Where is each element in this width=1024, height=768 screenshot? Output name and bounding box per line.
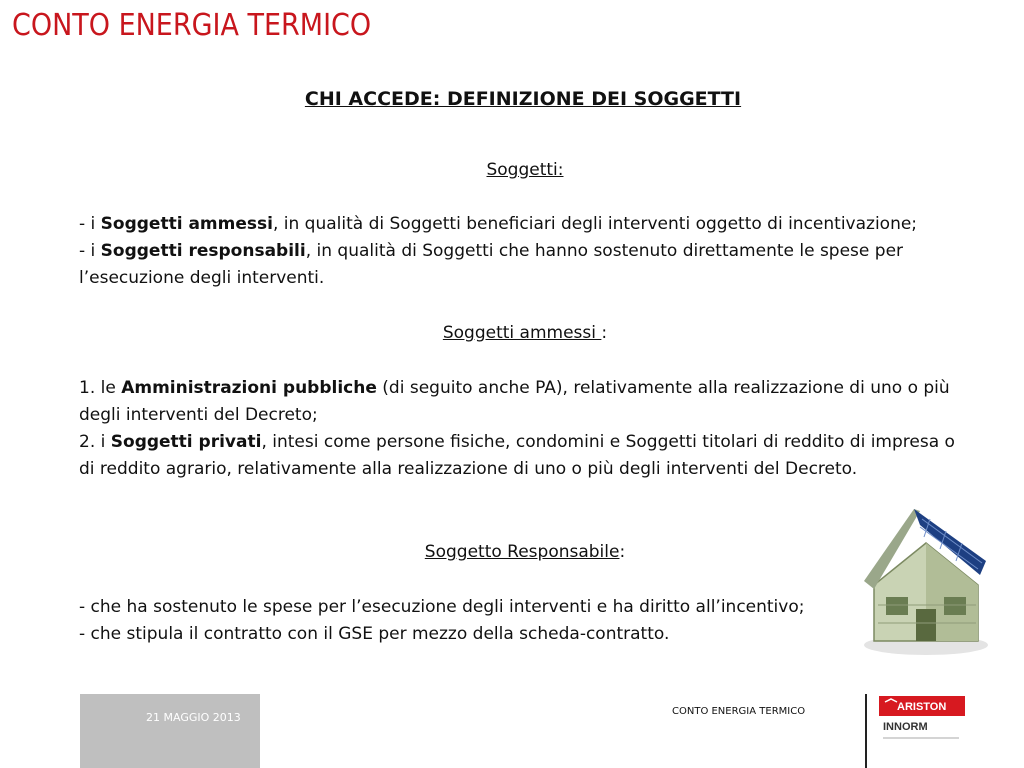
responsabile-heading — [79, 539, 971, 566]
line2-bold: Soggetti responsabili — [100, 241, 306, 261]
soggetti-line-1 — [79, 211, 971, 238]
responsabile-line-1 — [79, 594, 971, 621]
item2-rest: , intesi come persone fisiche, condomini e Soggetti titolari di reddito di impresa o di reddito agrario, relativamente alla realizzazione di uno o più degli interventi del Decreto. — [79, 432, 955, 479]
line2-rest: , in qualità di Soggetti che hanno sostenuto direttamente le spese per l’esecuzione degli interventi. — [79, 241, 904, 288]
item1-prefix: 1. le — [79, 378, 122, 398]
ammessi-item-2 — [79, 429, 971, 483]
ariston-innorm-logo — [879, 696, 965, 746]
responsabile-line-2 — [79, 621, 971, 648]
responsabile-heading-text: Soggetto Responsabile — [424, 542, 620, 562]
logo-brand: ARISTON — [897, 701, 947, 713]
slide-subtitle: CHI ACCEDE: DEFINIZIONE DEI SOGGETTI — [304, 88, 742, 110]
soggetti-line-2 — [79, 238, 959, 292]
money-house-image — [860, 505, 992, 657]
line1-prefix: - i — [79, 214, 101, 234]
ammessi-heading-text: Soggetti ammessi — [442, 323, 602, 343]
resp2-text: - che stipula il contratto con il GSE per mezzo della scheda-contratto. — [79, 624, 670, 644]
logo-sub: INNORM — [883, 721, 928, 733]
footer-divider — [865, 694, 867, 768]
ammessi-item-1 — [79, 375, 971, 429]
line2-prefix: - i — [79, 241, 101, 261]
footer-title: CONTO ENERGIA TERMICO — [672, 706, 806, 717]
item2-bold: Soggetti privati — [110, 432, 262, 452]
slide-title: CONTO ENERGIA TERMICO — [12, 8, 372, 43]
line1-rest: , in qualità di Soggetti beneficiari degli interventi oggetto di incentivazione; — [272, 214, 918, 234]
responsabile-heading-colon: : — [619, 542, 626, 562]
item2-prefix: 2. i — [79, 432, 111, 452]
item1-bold: Amministrazioni pubbliche — [121, 378, 377, 398]
item1-rest: (di seguito anche PA), relativamente alla realizzazione di uno o più degli interventi del Decreto; — [79, 378, 950, 425]
footer-date: 21 MAGGIO 2013 — [146, 711, 241, 724]
soggetti-heading-text: Soggetti: — [486, 160, 564, 180]
ammessi-heading-colon: : — [601, 323, 608, 343]
footer-date-box — [80, 694, 260, 768]
soggetti-heading — [79, 157, 971, 184]
line1-bold: Soggetti ammessi — [100, 214, 273, 234]
resp1-text: - che ha sostenuto le spese per l’esecuzione degli interventi e ha diritto all’incentivo; — [79, 597, 805, 617]
ammessi-heading — [79, 320, 971, 347]
